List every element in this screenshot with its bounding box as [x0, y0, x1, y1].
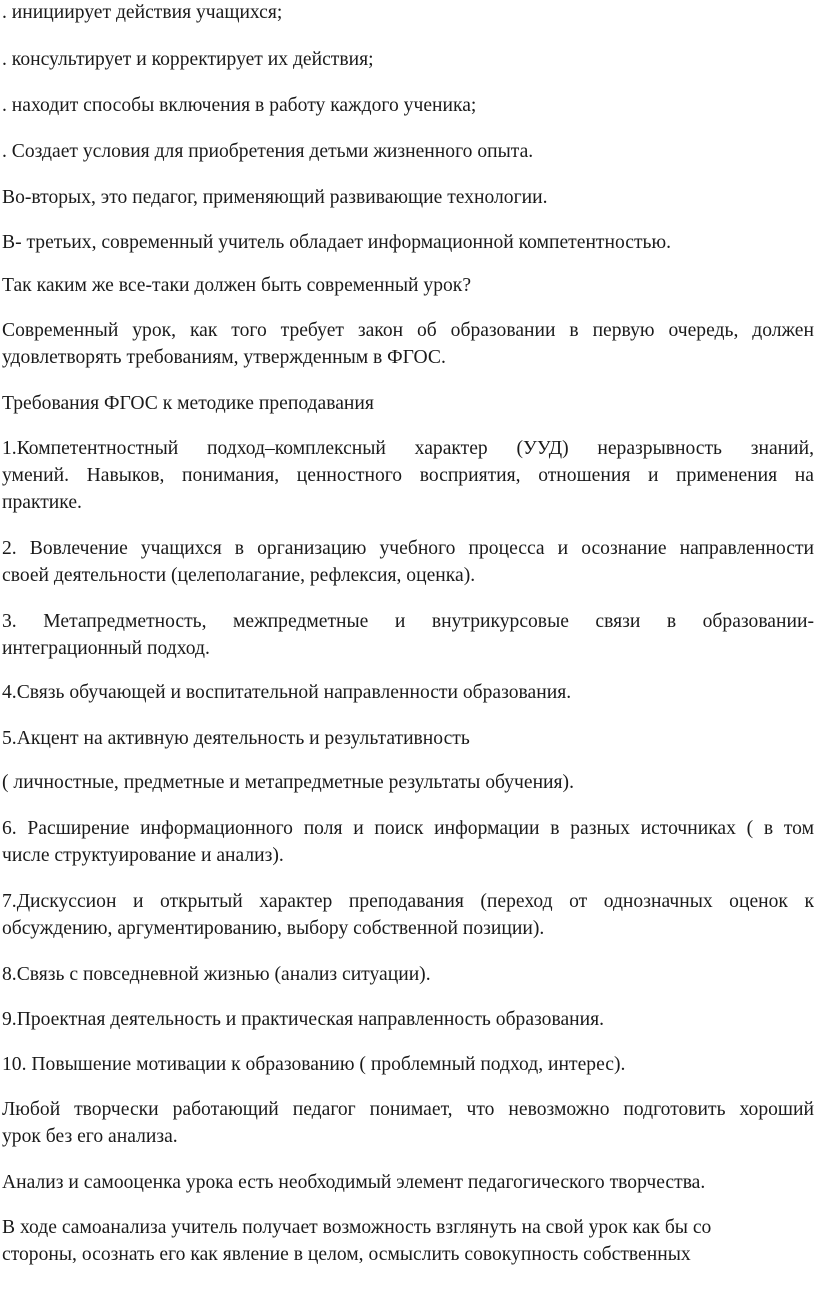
text-line: Во-вторых, это педагог, применяющий развивающие технологии. — [2, 187, 548, 208]
text-line: 2. Вовлечение учащихся в организацию учебного процесса и осознание направленности — [2, 538, 814, 559]
text-line: . находит способы включения в работу каждого ученика; — [2, 95, 477, 116]
text-line: 6. Расширение информационного поля и поиск информации в разных источниках ( в том — [2, 818, 814, 839]
text-line: ( личностные, предметные и метапредметные результаты обучения). — [2, 772, 574, 793]
text-line: Современный урок, как того требует закон об образовании в первую очередь, должен — [2, 320, 814, 341]
text-line: Любой творчески работающий педагог понимает, что невозможно подготовить хороший — [2, 1099, 814, 1120]
text-line: Анализ и самооценка урока есть необходимый элемент педагогического творчества. — [2, 1172, 706, 1193]
text-line: В ходе самоанализа учитель получает возможность взглянуть на свой урок как бы со — [2, 1217, 712, 1238]
text-line: своей деятельности (целеполагание, рефлексия, оценка). — [2, 565, 476, 586]
text-line: интеграционный подход. — [2, 638, 210, 659]
text-line: Так каким же все-таки должен быть современный урок? — [2, 275, 472, 296]
text-line: 10. Повышение мотивации к образованию ( проблемный подход, интерес). — [2, 1054, 626, 1075]
text-line: удовлетворять требованиям, утвержденным в ФГОС. — [2, 347, 446, 368]
text-line: числе структуирование и анализ). — [2, 845, 284, 866]
text-line: 3. Метапредметность, межпредметные и внутрикурсовые связи в образовании- — [2, 611, 814, 632]
text-line: . инициирует действия учащихся; — [2, 2, 283, 23]
text-line: 8.Связь с повседневной жизнью (анализ ситуации). — [2, 964, 431, 985]
text-line: 9.Проектная деятельность и практическая направленность образования. — [2, 1009, 605, 1030]
text-line: обсуждению, аргументированию, выбору собственной позиции). — [2, 918, 545, 939]
text-line: умений. Навыков, понимания, ценностного восприятия, отношения и применения на — [2, 465, 814, 486]
text-line: . Создает условия для приобретения детьми жизненного опыта. — [2, 141, 534, 162]
text-line: урок без его анализа. — [2, 1126, 178, 1147]
text-line: стороны, осознать его как явление в целом, осмыслить совокупность собственных — [2, 1244, 691, 1265]
text-line: 4.Связь обучающей и воспитательной направленности образования. — [2, 682, 572, 703]
text-line: 1.Компетентностный подход–комплексный характер (УУД) неразрывность знаний, — [2, 438, 814, 459]
text-line: Требования ФГОС к методике преподавания — [2, 393, 374, 414]
text-line: В- третьих, современный учитель обладает информационной компетентностью. — [2, 232, 671, 253]
text-line: 7.Дискуссион и открытый характер преподавания (переход от однозначных оценок к — [2, 891, 814, 912]
text-line: . консультирует и корректирует их действия; — [2, 49, 374, 70]
text-line: 5.Акцент на активную деятельность и результативность — [2, 728, 470, 749]
text-line: практике. — [2, 492, 82, 513]
